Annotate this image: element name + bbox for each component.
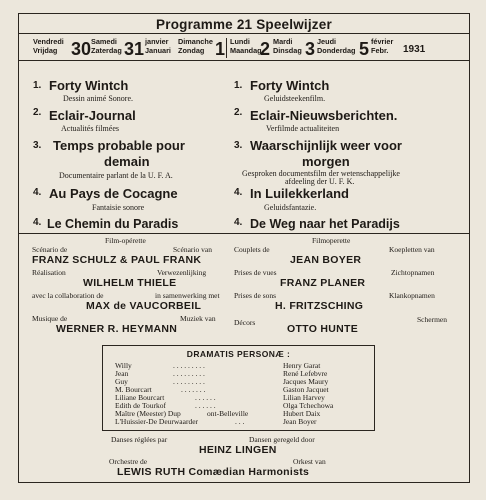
orkest-van-label: Orkest van	[293, 457, 326, 466]
prises-sons-label: Prises de sons	[234, 291, 277, 300]
left-item4-num: 4.	[33, 187, 42, 198]
left-item5-title: Le Chemin du Paradis	[47, 217, 179, 231]
left-item2-num: 2.	[33, 107, 42, 118]
credits-rule	[19, 233, 469, 234]
left-item3-title-line2: demain	[104, 154, 150, 169]
left-item2-sub: Actualités filmées	[61, 124, 119, 133]
cast-role: Jean	[115, 369, 129, 378]
left-item4-sub: Fantaisie sonore	[92, 203, 145, 212]
writers-name: FRANZ SCHULZ & PAUL FRANK	[32, 254, 202, 266]
cast-leader: . . . . . . . . .	[173, 361, 205, 370]
cast-role: Willy	[115, 361, 132, 370]
cast-actor: Jean Boyer	[283, 417, 317, 426]
cast-leader: . . . . . .	[195, 393, 216, 402]
dramatis-personae-box	[102, 345, 375, 431]
verwezenlijking-label: Verwezenlijking	[157, 268, 207, 277]
scenario-de-label: Scénario de	[32, 245, 68, 254]
cast-leader: . . .	[235, 417, 245, 426]
film-operette-label: Film-opérette	[105, 236, 146, 245]
date-month2-labels: février Febr.	[371, 37, 394, 55]
realisation-label: Réalisation	[32, 268, 66, 277]
klankopnamen-label: Klankopnamen	[389, 291, 435, 300]
orchestre-de-label: Orchestre de	[109, 457, 148, 466]
right-item3-title-line2: morgen	[302, 154, 350, 169]
date-day6-labels: Jeudi Donderdag	[317, 37, 356, 55]
date-day1-labels: Vendredi Vrijdag	[33, 37, 64, 55]
left-item1-num: 1.	[33, 80, 42, 91]
zichtopnamen-label: Zichtopnamen	[391, 268, 435, 277]
left-item1-title: Forty Wintch	[49, 78, 129, 93]
schermen-label: Schermen	[417, 315, 447, 324]
date-divider	[226, 38, 227, 58]
date-day2-num: 31	[124, 39, 145, 59]
right-item2-sub: Verfilmde actualiteiten	[266, 124, 340, 133]
header-rule-top	[19, 33, 469, 34]
right-item4-sub: Geluidsfantazie.	[264, 203, 317, 212]
musique-de-label: Musique de	[32, 314, 68, 323]
collaborator-name: MAX de VAUCORBEIL	[86, 300, 202, 312]
date-year: 1931	[403, 44, 426, 55]
scenario-van-label: Scénario van	[173, 245, 212, 254]
cast-role: Guy	[115, 377, 128, 386]
cast-row	[115, 417, 365, 426]
director-name: WILHELM THIELE	[83, 277, 177, 289]
dansen-door-label: Dansen geregeld door	[249, 435, 315, 444]
cast-leader: . . . . . . . . .	[173, 377, 205, 386]
right-item1-sub: Geluidsteekenfilm.	[264, 94, 326, 103]
decors-label: Décors	[234, 318, 256, 327]
date-day3-labels: Dimanche Zondag	[178, 37, 213, 55]
orchestra-name: LEWIS RUTH Comædian Harmonists	[117, 466, 310, 478]
cast-actor: Jacques Maury	[283, 377, 329, 386]
left-item3-num: 3.	[33, 140, 42, 151]
cast-actor: Lilian Harvey	[283, 393, 325, 402]
right-item3-title-line1: Waarschijnlijk weer voor	[250, 138, 402, 153]
right-item3-sub-line1: Gesproken documentsfilm der wetenschappelijke	[242, 169, 400, 178]
cast-leader: . . . . . . . . .	[173, 369, 205, 378]
cast-role: L'Huissier-De Deurwaarder	[115, 417, 199, 426]
left-item5-num: 4.	[33, 217, 42, 228]
date-day2-labels: Samedi Zaterdag	[91, 37, 122, 55]
couplets-de-label: Couplets de	[234, 245, 270, 254]
lyricist-name: JEAN BOYER	[290, 254, 362, 266]
right-item5-num: 4.	[234, 217, 243, 228]
right-item5-title: De Weg naar het Paradijs	[250, 217, 400, 231]
cast-actor: Gaston Jacquet	[283, 385, 329, 394]
left-item1-sub: Dessin animé Sonore.	[63, 94, 133, 103]
camera-name: FRANZ PLANER	[280, 277, 366, 289]
choreographer-name: HEINZ LINGEN	[199, 444, 277, 456]
date-day6-num: 5	[359, 39, 370, 59]
sound-name: H. FRITZSCHING	[275, 300, 364, 312]
cast-actor: René Lefebvre	[283, 369, 328, 378]
koepletten-van-label: Koepletten van	[389, 245, 435, 254]
cast-role: Edith de Tourkof	[115, 401, 166, 410]
header-rule-bottom	[19, 60, 469, 61]
date-day5-num: 3	[305, 39, 316, 59]
right-item4-num: 4.	[234, 187, 243, 198]
right-item1-title: Forty Wintch	[250, 78, 330, 93]
samenwerking-label: in samenwerking met	[155, 291, 220, 300]
cast-leader: ont-Belleville	[207, 409, 249, 418]
date-day1-num: 30	[71, 39, 92, 59]
cast-leader: . . . . . . .	[181, 385, 206, 394]
cast-leader: . . . . . .	[195, 401, 216, 410]
cast-role: Maître (Meester) Dup	[115, 409, 181, 418]
prises-vues-label: Prises de vues	[234, 268, 277, 277]
left-item3-sub: Documentaire parlant de la U. F. A.	[59, 171, 173, 180]
right-item2-num: 2.	[234, 107, 243, 118]
date-month1-labels: janvier Januari	[145, 37, 171, 55]
danses-par-label: Danses réglées par	[111, 435, 168, 444]
date-day4-num: 2	[260, 39, 271, 59]
cast-actor: Hubert Daix	[283, 409, 321, 418]
designer-name: OTTO HUNTE	[287, 323, 359, 335]
right-item2-title: Eclair-Nieuwsberichten.	[250, 108, 398, 123]
programme-title: Programme 21 Speelwijzer	[156, 17, 332, 32]
right-item3-num: 3.	[234, 140, 243, 151]
cast-role: M. Bourcart	[115, 385, 152, 394]
muziek-van-label: Muziek van	[180, 314, 216, 323]
date-day4-labels: Lundi Maandag	[230, 37, 262, 55]
cast-actor: Henry Garat	[283, 361, 321, 370]
date-day3-num: 1	[215, 39, 226, 59]
right-item3-sub-line2: afdeeling der U. F. K.	[285, 177, 355, 186]
left-item3-title-line1: Temps probable pour	[53, 138, 185, 153]
right-item4-title: In Luilekkerland	[250, 186, 349, 201]
programme-frame	[18, 13, 470, 483]
collab-label: avec la collaboration de	[32, 291, 104, 300]
left-item4-title: Au Pays de Cocagne	[49, 186, 178, 201]
dramatis-personae-title: DRAMATIS PERSONÆ :	[186, 349, 291, 359]
filmoperette-label: Filmoperette	[312, 236, 351, 245]
cast-actor: Olga Tchechowa	[283, 401, 334, 410]
date-day5-labels: Mardi Dinsdag	[273, 37, 302, 55]
left-item2-title: Eclair-Journal	[49, 108, 136, 123]
composer-name: WERNER R. HEYMANN	[56, 323, 178, 335]
cast-role: Liliane Bourcart	[115, 393, 165, 402]
right-item1-num: 1.	[234, 80, 243, 91]
